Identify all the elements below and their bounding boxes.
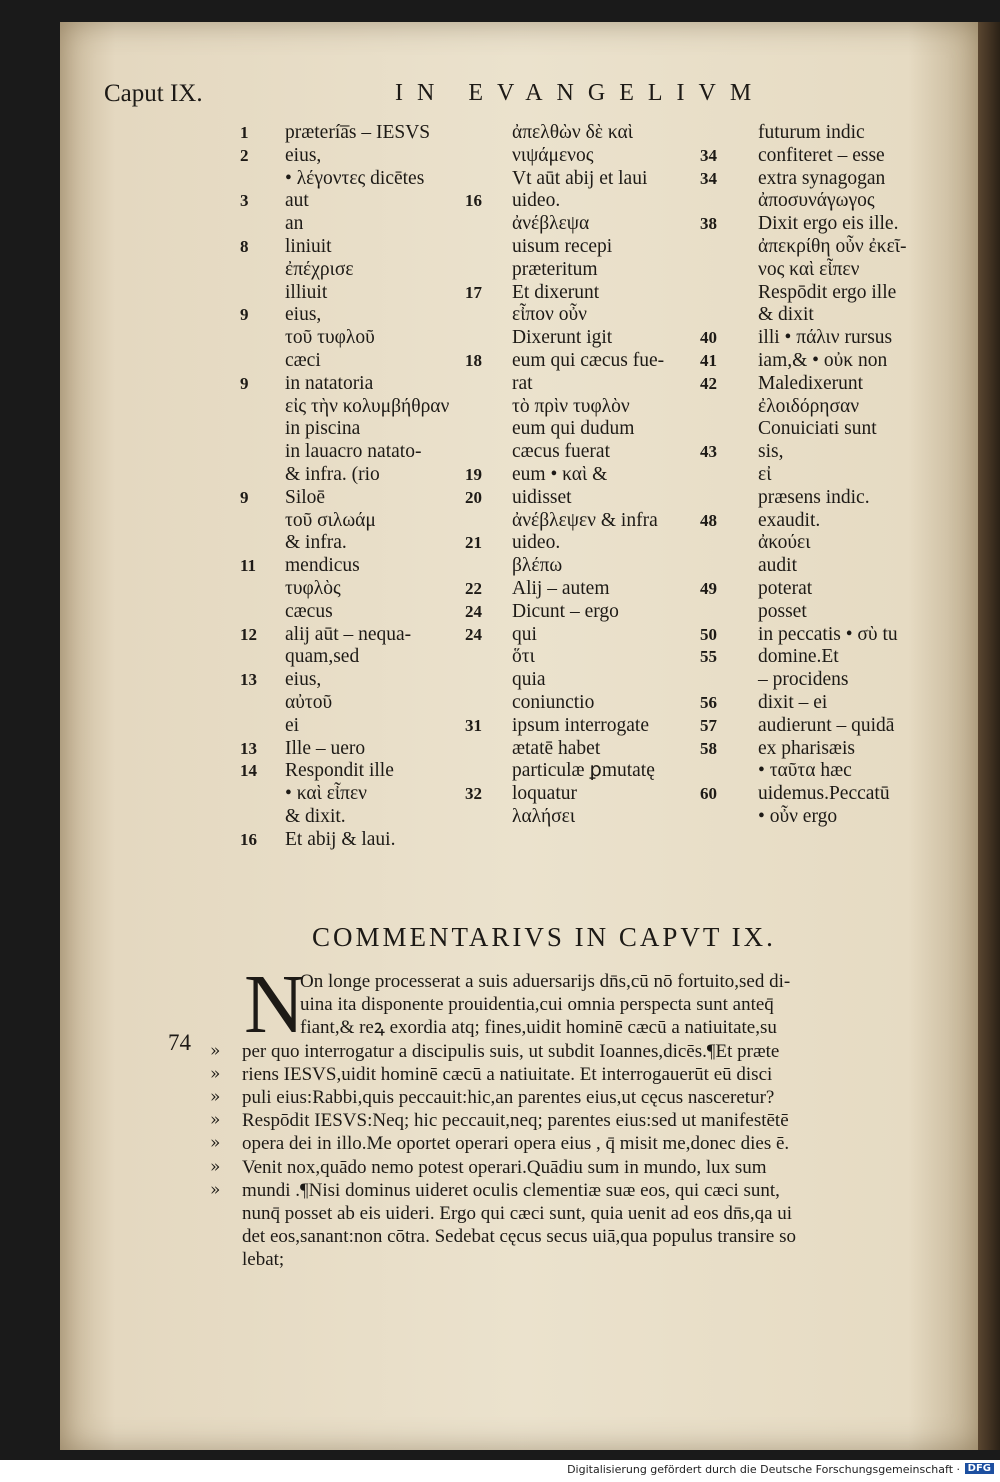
running-head-chapter: Caput IX. [104, 80, 203, 107]
quotation-mark: » [210, 1133, 221, 1154]
verse-number: 21 [465, 533, 482, 553]
annotation-text: νιψάμενος [512, 144, 594, 166]
annotation-text: aut [285, 190, 309, 212]
commentary-line: opera dei in illo.Me oportet operari opera eius , q̄ misit me,donec dies ē. [242, 1133, 790, 1155]
verse-number: 58 [700, 738, 717, 758]
annotation-text: ipsum interrogate [512, 714, 650, 736]
running-head-title: IN EVANGELIVM [395, 80, 766, 106]
verse-number: 16 [465, 191, 482, 211]
annotation-text: in natatoria [285, 372, 374, 394]
commentary-line: lebat; [242, 1249, 285, 1271]
annotation-text: εἰ [758, 463, 772, 485]
annotation-text: Et dixerunt [512, 281, 600, 303]
annotation-text: audit [758, 555, 797, 577]
annotation-text: & dixit [758, 304, 814, 326]
annotation-text: • καὶ εἶπεν [285, 783, 367, 805]
dfg-logo: DFG [965, 1463, 994, 1474]
annotation-text: quia [512, 669, 546, 691]
annotation-text: ὅτι [512, 646, 535, 668]
verse-number: 12 [240, 624, 257, 644]
annotation-text: liniuit [285, 235, 332, 257]
commentary-line: On longe processerat a suis aduersarijs dn̄s,cū nō fortuito,sed di- [300, 971, 791, 992]
annotation-text: cæci [285, 349, 321, 371]
commentary-line: Venit nox,quādo nemo potest operari.Quādiu sum in mundo, lux sum [242, 1156, 767, 1178]
annotation-text: λαλήσει [512, 805, 576, 827]
annotation-text: extra synagogan [758, 167, 886, 189]
verse-number: 49 [700, 578, 717, 598]
verse-number: 41 [700, 350, 717, 370]
annotation-text: in piscina [285, 418, 361, 440]
verse-number: 11 [240, 556, 257, 576]
annotation-text: Respondit ille [285, 760, 394, 782]
verse-number: 40 [700, 328, 717, 348]
annotation-text: Et abij & laui. [285, 828, 396, 850]
commentary-line: puli eius:Rabbi,quis peccauit:hic,an parentes eius,ut cęcus nasceretur? [242, 1086, 775, 1108]
annotation-text: dixit – ei [758, 691, 828, 713]
annotation-text: βλέπω [512, 555, 563, 577]
annotation-text: uisum recepi [512, 235, 613, 257]
verse-number: 42 [700, 373, 717, 393]
annotation-text: loquatur [512, 783, 577, 805]
verse-number: 13 [240, 670, 257, 690]
annotation-text: mendicus [285, 555, 360, 577]
quotation-mark: » [210, 1063, 221, 1084]
quotation-mark [210, 1202, 220, 1225]
annotation-text: illiuit [285, 281, 328, 303]
annotation-text: ætatē habet [512, 737, 601, 759]
verse-number: 32 [465, 784, 482, 804]
annotation-text: Ille – uero [285, 737, 366, 759]
footer-credit: Digitalisierung gefördert durch die Deutsche Forschungsgemeinschaft · [567, 1463, 960, 1476]
annotation-text: in peccatis • σὺ tu [758, 623, 898, 645]
annotation-text: ἀποσυνάγωγος [758, 190, 875, 212]
commentary-line: det eos,sanant:non cōtra. Sedebat cęcus secus uiā,qua populus transire so [242, 1226, 797, 1248]
annotation-text: ex pharisæis [758, 737, 855, 759]
annotation-text: eum • καὶ & [512, 463, 608, 485]
annotation-text: Dixerunt igit [512, 327, 613, 349]
annotation-text: Dicunt – ergo [512, 600, 619, 622]
quotation-mark [210, 970, 220, 993]
annotation-text: an [285, 213, 304, 235]
quotation-mark: » [210, 1086, 221, 1107]
verse-number: 20 [465, 487, 482, 507]
annotation-text: Vt aūt abij et laui [512, 167, 648, 189]
commentary-line: fiant,& reꝝ exordia atq; fines,uidit hominē cæcū a natiuitate,su [300, 1017, 777, 1039]
annotation-text: Respōdit ergo ille [758, 281, 897, 303]
annotation-text: sis, [758, 441, 784, 463]
annotation-text: coniunctio [512, 691, 595, 713]
quotation-mark: » [210, 1110, 221, 1131]
verse-number: 60 [700, 784, 717, 804]
page-edge [978, 22, 1000, 1450]
annotation-text: uidemus.Peccatū [758, 783, 890, 805]
annotation-text: iam,& • οὐκ non [758, 349, 888, 371]
annotation-text: uidisset [512, 486, 572, 508]
annotation-text: τοῦ τυφλοῦ [285, 327, 375, 349]
annotation-text: exaudit. [758, 509, 821, 531]
verse-number: 34 [700, 145, 717, 165]
commentary-line: nunq̄ posset ab eis uideri. Ergo qui cæci sunt, quia uenit ad eos dn̄s,qa ui [242, 1202, 793, 1224]
annotation-text: posset [758, 600, 807, 622]
annotation-text: ἐλοιδόρησαν [758, 395, 860, 417]
commentary-line: riens IESVS,uidit hominē cæcū a natiuitate. Et interrogauerūt eū disci [242, 1063, 773, 1085]
annotation-text: poterat [758, 577, 813, 599]
quotation-mark [210, 993, 220, 1016]
annotation-text: prætería̅s – IESVS [285, 122, 431, 143]
annotation-text: uideo. [512, 532, 561, 554]
annotation-text: eum qui cæcus fue- [512, 349, 665, 371]
annotation-text: uideo. [512, 190, 561, 212]
commentary-title: COMMENTARIVS IN CAPVT IX. [312, 922, 776, 952]
annotation-text: Siloē [285, 486, 326, 508]
annotation-text: eius, [285, 304, 322, 326]
annotation-text: νος καὶ εἶπεν [758, 258, 860, 280]
annotation-text: εἶπον οὖν [512, 304, 587, 326]
annotation-text: Alij – autem [512, 577, 610, 599]
commentary-line: per quo interrogatur a discipulis suis, ut subdit Ioannes,dicēs.¶Et præte [242, 1040, 780, 1062]
quotation-mark [210, 1248, 220, 1271]
verse-number: 8 [240, 236, 249, 256]
verse-number: 2 [240, 145, 249, 165]
annotation-text: • λέγοντες dicētes [285, 167, 425, 189]
commentary-text [242, 958, 948, 1271]
verse-number: 34 [700, 168, 717, 188]
verse-number: 16 [240, 829, 257, 849]
annotation-text: futurum indic [758, 122, 865, 143]
verse-number: 3 [240, 191, 249, 211]
verse-number: 56 [700, 692, 717, 712]
annotation-text: τυφλὸς [285, 577, 341, 599]
verse-number: 57 [700, 715, 717, 735]
annotation-text: cæcus [285, 600, 333, 622]
annotation-text: & dixit. [285, 805, 346, 827]
annotation-text: ei [285, 714, 300, 736]
annotation-text: eius, [285, 144, 322, 166]
commentary-line: uina ita disponente prouidentia,cui omnia perspecta sunt anteq̄ [300, 994, 774, 1016]
verse-number: 13 [240, 738, 257, 758]
verse-number: 9 [240, 487, 249, 507]
annotation-text: domine.Et [758, 646, 839, 668]
annotation-text: particulæ ꝑmutatę [512, 760, 655, 782]
verse-number: 1 [240, 123, 249, 142]
verse-number: 48 [700, 510, 717, 530]
verse-number: 38 [700, 214, 717, 234]
annotation-text: ἀνέβλεψεν & infra [512, 509, 658, 531]
annotation-text: τοῦ σιλωάμ [285, 509, 376, 531]
verse-number: 50 [700, 624, 717, 644]
annotation-text: quam,sed [285, 646, 360, 668]
verse-number: 18 [465, 350, 482, 370]
annotation-text: Maledixerunt [758, 372, 864, 394]
annotation-text: illi • πάλιν rursus [758, 327, 893, 349]
annotation-text: ἀκούει [758, 532, 811, 554]
annotation-text: & infra. (rio [285, 463, 380, 485]
annotation-text: cæcus fuerat [512, 441, 610, 463]
annotation-text: τὸ πρὶν τυφλὸν [512, 395, 630, 417]
page-number: 74 [168, 1030, 191, 1055]
annotation-text: Conuiciati sunt [758, 418, 877, 440]
verse-number: 43 [700, 442, 717, 462]
annotation-text: rat [512, 372, 533, 394]
verse-number: 9 [240, 305, 249, 325]
quotation-mark: » [210, 1179, 221, 1200]
verse-number: 31 [465, 715, 482, 735]
annotation-text: qui [512, 623, 537, 645]
verse-number: 24 [465, 624, 482, 644]
annotation-text: præsens indic. [758, 486, 870, 508]
verse-number: 14 [240, 761, 257, 781]
annotation-text: audierunt – quidā [758, 714, 895, 736]
annotation-text: & infra. [285, 532, 347, 554]
annotation-text: in lauacro natato- [285, 441, 422, 463]
commentary-line: Respōdit IESVS:Neq; hic peccauit,neq; parentes eius:sed ut manifestētē [242, 1110, 789, 1132]
commentary-line: mundi .¶Nisi dominus uideret oculis clementiæ suæ eos, qui cæci sunt, [242, 1179, 780, 1201]
verse-number: 22 [465, 578, 482, 598]
annotation-text: præteritum [512, 258, 598, 280]
drop-capital: N [244, 958, 305, 1051]
annotation-text: – procidens [758, 669, 849, 691]
annotation-text: ἀπελθὼν δὲ καὶ [512, 122, 633, 143]
annotation-text: • οὖν ergo [758, 805, 838, 827]
annotation-text: εἰς τὴν κολυμβήθραν [285, 395, 450, 417]
quotation-mark [210, 1225, 220, 1248]
annotation-text: alij aūt – nequa- [285, 623, 412, 645]
digitization-footer [0, 1460, 1000, 1482]
quotation-mark [210, 1016, 220, 1039]
annotation-text: confiteret – esse [758, 144, 885, 166]
verse-number: 9 [240, 373, 249, 393]
annotation-text: ἀπεκρίθη οὖν ἐκεῖ- [758, 235, 907, 257]
quotation-mark: » [210, 1040, 221, 1061]
annotation-text: • ταῦτα hæc [758, 760, 852, 782]
quotation-mark: » [210, 1156, 221, 1177]
annotation-text: Dixit ergo eis ille. [758, 213, 899, 235]
quotation-marks-column [210, 970, 220, 1271]
annotation-text: αὐτοῦ [285, 691, 333, 713]
verse-number: 55 [700, 647, 717, 667]
verse-number: 19 [465, 464, 482, 484]
verse-number: 24 [465, 601, 482, 621]
verse-number: 17 [465, 282, 482, 302]
annotation-text: eum qui dudum [512, 418, 635, 440]
annotation-text: eius, [285, 669, 322, 691]
annotation-text: ἀνέβλεψα [512, 213, 590, 235]
annotation-text: ἐπέχρισε [285, 258, 354, 280]
